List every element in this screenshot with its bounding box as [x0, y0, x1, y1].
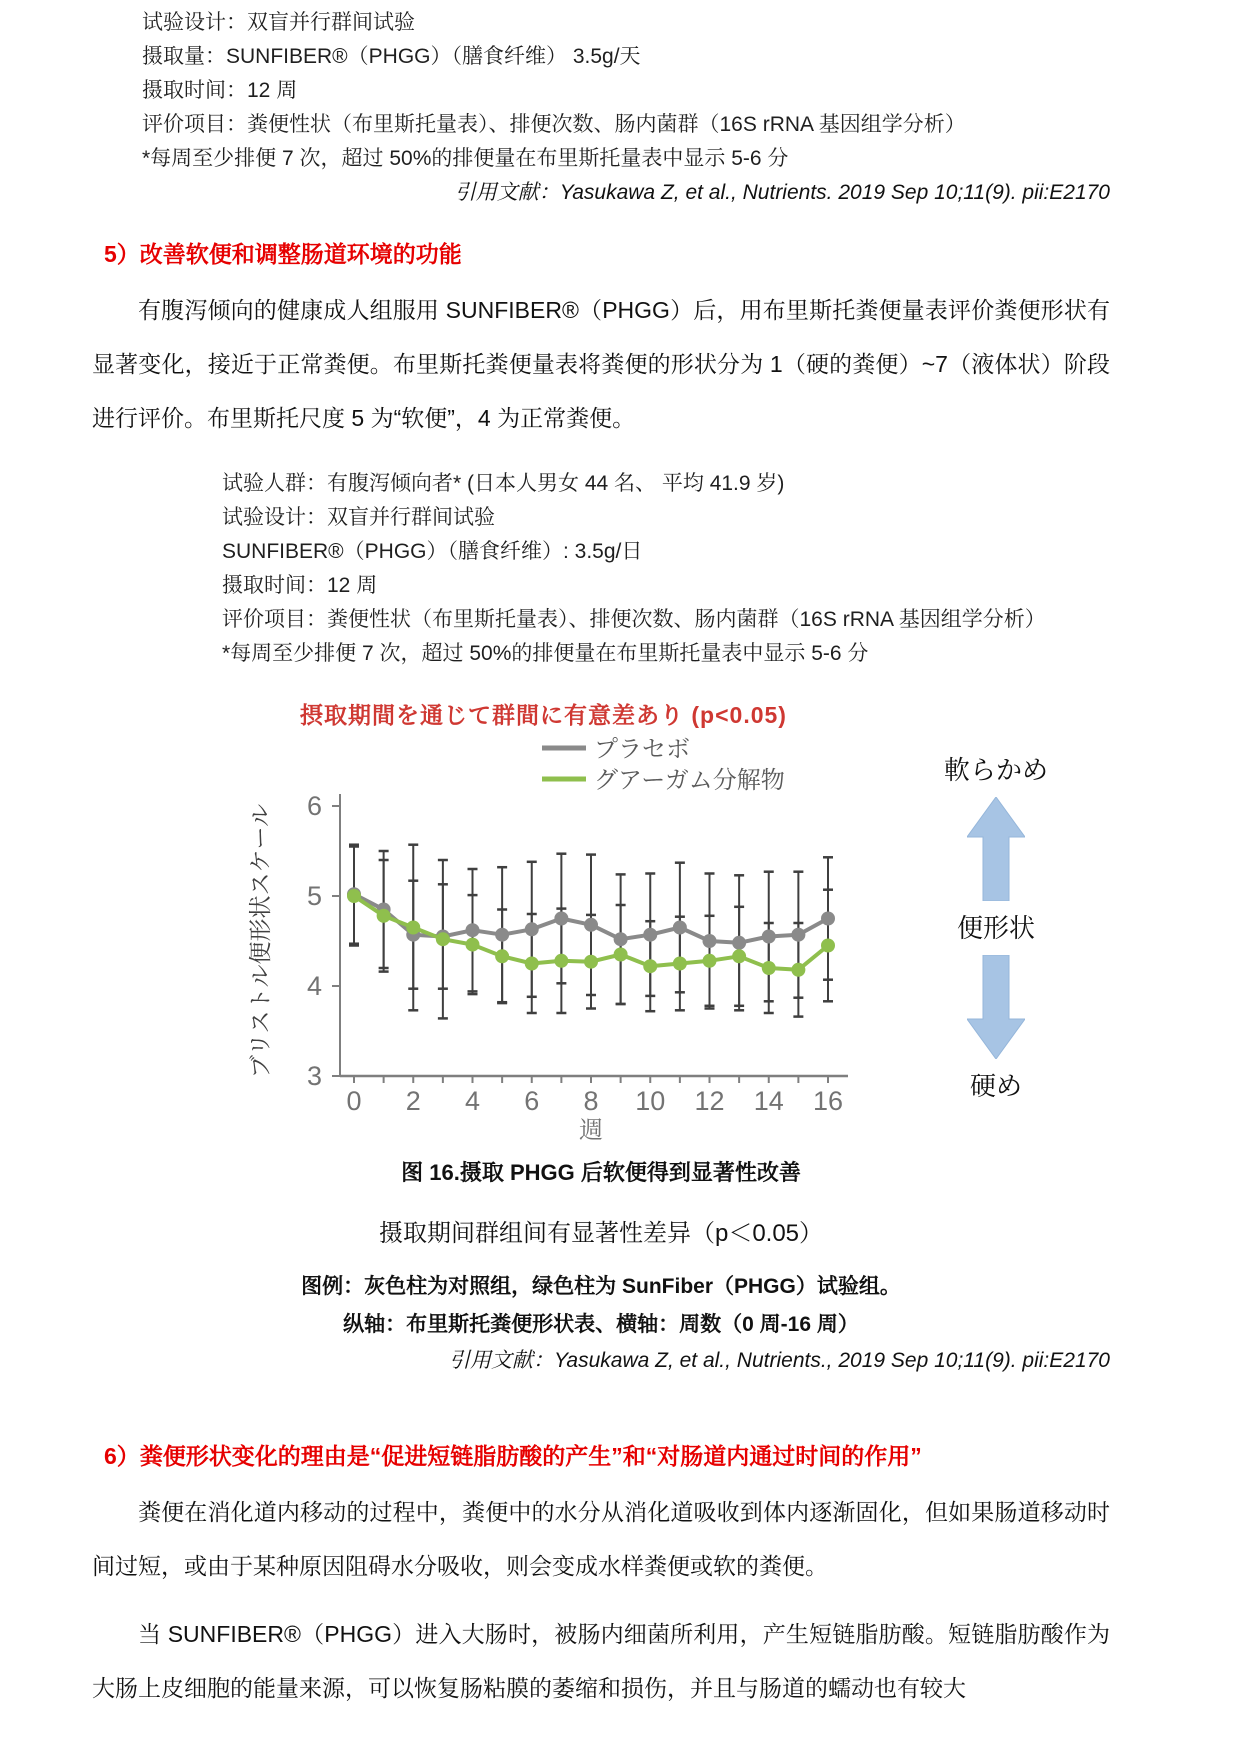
svg-text:4: 4	[306, 971, 322, 1001]
figure-legend-note: 图例：灰色柱为对照组，绿色柱为 SunFiber（PHGG）试验组。	[301, 1275, 901, 1298]
annotation-harder: 硬め	[969, 1071, 1022, 1101]
chart-area	[242, 697, 892, 1140]
svg-text:6: 6	[524, 1086, 540, 1116]
annotation-softer: 軟らかめ	[943, 755, 1048, 785]
svg-text:6: 6	[306, 791, 322, 821]
info-line: 试验设计：双盲并行群间试验	[142, 11, 415, 34]
svg-text:14: 14	[753, 1086, 784, 1116]
svg-text:3: 3	[306, 1061, 322, 1091]
info-line: 评价项目：粪便性状（布里斯托量表）、排便次数、肠内菌群（16S rRNA 基因组学分析）	[142, 113, 966, 136]
citation-2: 引用文献：Yasukawa Z, et al., Nutrients., 2019 Sep 10;11(9). pii:E2170	[448, 1349, 1110, 1372]
info-block-1	[142, 6, 1110, 176]
figure-axis-note: 纵轴：布里斯托粪便形状表、横轴：周数（0 周-16 周）	[343, 1313, 859, 1336]
svg-text:グアーガム分解物: グアーガム分解物	[594, 767, 785, 794]
section5-heading: 5）改善软便和调整肠道环境的功能	[104, 241, 462, 267]
section6-heading: 6）粪便形状变化的理由是“促进短链脂肪酸的产生”和“对肠道内通过时间的作用”	[104, 1443, 922, 1469]
info-line: 摄取量：SUNFIBER®（PHGG）（膳食纤维） 3.5g/天	[142, 45, 641, 68]
info-line: *每周至少排便 7 次，超过 50%的排便量在布里斯托量表中显示 5-6 分	[142, 147, 789, 170]
info-line: 摄取时间：12 周	[142, 79, 298, 102]
citation-1: 引用文献：Yasukawa Z, et al., Nutrients. 2019 Sep 10;11(9). pii:E2170	[454, 181, 1110, 204]
section6-paragraph-1: 粪便在消化道内移动的过程中，粪便中的水分从消化道吸收到体内逐渐固化，但如果肠道移动时间过短，或由于某种原因阻碍水分吸收，则会变成水样粪便或软的粪便。	[92, 1499, 1110, 1579]
info-line: 试验设计：双盲并行群间试验	[222, 506, 495, 529]
svg-text:プラセボ: プラセボ	[594, 736, 690, 763]
svg-text:10: 10	[635, 1086, 666, 1116]
chart-svg	[242, 732, 892, 1140]
svg-text:12: 12	[694, 1086, 725, 1116]
info-block-2	[222, 467, 1110, 671]
chart-right-annotations	[906, 749, 1086, 1107]
info-line: *每周至少排便 7 次，超过 50%的排便量在布里斯托量表中显示 5-6 分	[222, 642, 869, 665]
svg-text:5: 5	[306, 881, 322, 911]
svg-text:16: 16	[812, 1086, 844, 1116]
down-arrow-icon	[967, 955, 1025, 1059]
svg-text:ブリストル便形状スケール: ブリストル便形状スケール	[247, 803, 273, 1079]
up-arrow-icon	[967, 797, 1025, 901]
info-line: 评价项目：粪便性状（布里斯托量表）、排便次数、肠内菌群（16S rRNA 基因组学分析）	[222, 608, 1046, 631]
svg-text:4: 4	[464, 1086, 481, 1116]
info-line: SUNFIBER®（PHGG）（膳食纤维）: 3.5g/日	[222, 540, 643, 563]
svg-text:8: 8	[583, 1086, 599, 1116]
svg-text:0: 0	[346, 1086, 362, 1116]
info-line: 试验人群：有腹泻倾向者* (日本人男女 44 名、 平均 41.9 岁)	[222, 472, 785, 495]
info-line: 摄取时间：12 周	[222, 574, 378, 597]
chart-title: 摂取期間を通じて群間に有意差あり (p<0.05)	[300, 702, 787, 728]
section6-paragraph-2: 当 SUNFIBER®（PHGG）进入大肠时，被肠内细菌所利用，产生短链脂肪酸。短链脂肪酸作为大肠上皮细胞的能量来源，可以恢复肠粘膜的萎缩和损伤，并且与肠道的蠕动也有较大	[92, 1621, 1110, 1701]
svg-text:2: 2	[405, 1086, 421, 1116]
svg-text:週: 週	[579, 1117, 603, 1140]
annotation-stool-form: 便形状	[956, 913, 1035, 943]
figure-caption: 图 16.摄取 PHGG 后软便得到显著性改善	[401, 1160, 801, 1185]
section6	[92, 1438, 1110, 1715]
figure-subcaption: 摄取期间群组间有显著性差异（p＜0.05）	[378, 1220, 824, 1247]
section5-paragraph: 有腹泻倾向的健康成人组服用 SUNFIBER®（PHGG）后，用布里斯托粪便量表评价粪便形状有显著变化，接近于正常粪便。布里斯托粪便量表将粪便的形状分为 1（硬的粪便）~7（液体状）阶段进行评价。布里斯托尺度 5 为“软便”，4 为正常粪便。	[92, 297, 1110, 431]
figure-16-chart	[242, 697, 1110, 1140]
